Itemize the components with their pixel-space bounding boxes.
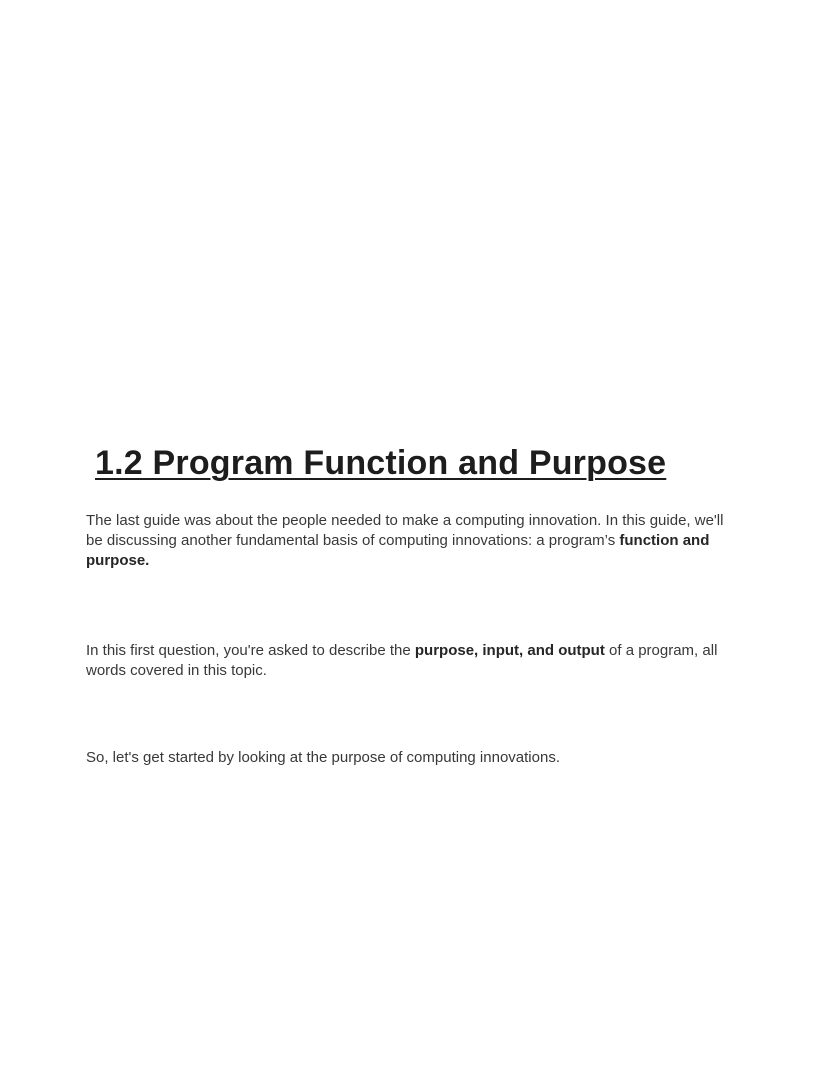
paragraph-closing: So, let's get started by looking at the purpose of computing innovations.: [86, 748, 560, 766]
page-title: 1.2 Program Function and Purpose: [95, 444, 667, 482]
paragraph-intro: The last guide was about the people needed to make a computing innovation. In this guide, we'll be discussing another fundamental basis of computing innovations: a program’s function and purpose.: [86, 511, 724, 569]
paragraph-question: In this first question, you're asked to describe the purpose, input, and output of a program, all words covered in this topic.: [86, 641, 718, 679]
